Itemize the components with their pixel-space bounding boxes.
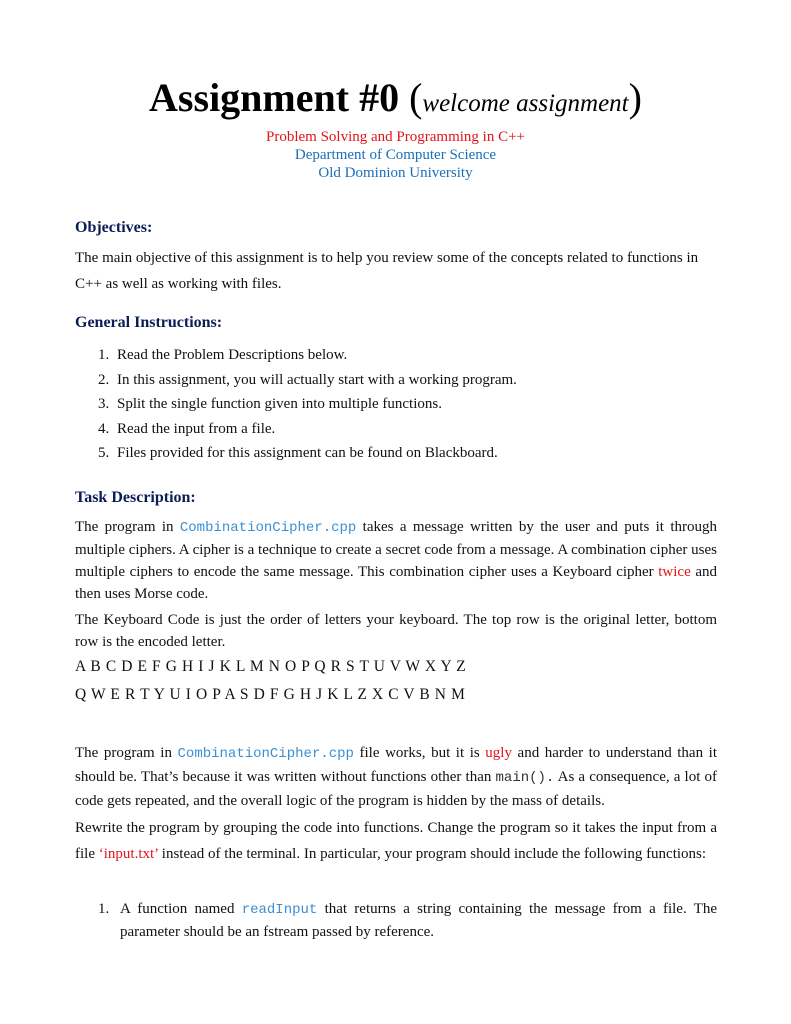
list-item-number: 4. (98, 420, 110, 437)
text-run: The program in (75, 745, 178, 761)
general-instructions-heading: General Instructions: (75, 314, 223, 331)
keyboard-row-original: A B C D E F G H I J K L M N O P Q R S T U V W X Y Z (75, 658, 467, 675)
list-item (98, 343, 517, 368)
list-item-text: Read the input from a file. (117, 420, 276, 437)
list-item (98, 417, 517, 442)
function-list-item (98, 898, 717, 943)
list-item (98, 392, 517, 417)
task-paragraph-1 (75, 516, 717, 605)
filename-code: CombinationCipher.cpp (177, 746, 354, 762)
text-run: that returns a string containing the message from a file. The parameter should be an fstream passed by reference. (120, 901, 717, 940)
text-run: takes a message written by the user and puts it through multiple ciphers. A cipher is a technique to create a secret code from a message. A combination cipher uses multiple ciphers to encode the same message. This combination cipher uses a Keyboard cipher (75, 519, 717, 580)
input-filename-highlight: ‘input.txt’ (98, 846, 159, 862)
text-run: instead of the terminal. In particular, your program should include the following functions: (158, 846, 707, 862)
task-paragraph-3 (75, 742, 717, 813)
main-function-code: main(). (495, 770, 555, 786)
text-run: Rewrite the program by grouping the code into functions. Change the program so it takes the input from a file (75, 820, 717, 862)
list-item (98, 441, 517, 466)
course-name: Problem Solving and Programming in C++ (266, 129, 525, 145)
objectives-heading: Objectives: (75, 219, 153, 236)
list-item-text (120, 898, 717, 943)
objectives-line-2: C++ as well as working with files. (75, 276, 282, 292)
function-name-code: readInput (241, 902, 318, 918)
filename-code: CombinationCipher.cpp (179, 520, 357, 536)
list-item-number: 1. (98, 347, 110, 363)
task-paragraph-2: The Keyboard Code is just the order of letters your keyboard. The top row is the original letter, bottom row is the encoded letter. (75, 612, 717, 650)
title-main: Assignment #0 (149, 75, 400, 120)
objectives-line-1: The main objective of this assignment is to help you review some of the concepts related to functions in (75, 250, 699, 266)
list-item-text: Read the Problem Descriptions below. (117, 347, 348, 363)
task-description-heading: Task Description: (75, 489, 196, 506)
highlight-twice: twice (658, 564, 691, 580)
list-item-text: Split the single function given into multiple functions. (117, 396, 442, 412)
objectives-paragraph (75, 245, 717, 297)
title-paren-close: ) (628, 75, 642, 120)
text-run: and then uses Morse code. (75, 564, 717, 602)
text-run: The program in (75, 519, 180, 535)
text-run: and harder to understand than it should be. That’s because it was written without functions other than (75, 745, 717, 785)
list-item-text: In this assignment, you will actually start with a working program. (117, 371, 517, 388)
list-item-text: Files provided for this assignment can be found on Blackboard. (117, 445, 498, 461)
department-name: Department of Computer Science (294, 147, 497, 163)
list-item-number: 2. (98, 371, 110, 388)
keyboard-row-encoded: Q W E R T Y U I O P A S D F G H J K L Z X C V B N M (75, 686, 466, 703)
title-subtitle: welcome assignment (422, 90, 629, 117)
text-run: file works, but it is (353, 745, 486, 761)
task-paragraph-4 (75, 815, 717, 867)
highlight-ugly: ugly (485, 745, 512, 761)
list-item-number: 5. (98, 445, 110, 461)
text-run: A function named (120, 901, 242, 917)
list-item-number: 1. (98, 901, 110, 917)
text-run: As a consequence, a lot of code gets repeated, and the overall logic of the program is hidden by the mass of details. (75, 769, 717, 809)
list-item-number: 3. (98, 396, 110, 412)
document-title (0, 74, 791, 128)
university-name: Old Dominion University (318, 165, 473, 181)
instructions-list (98, 343, 517, 466)
list-item (98, 368, 517, 393)
title-paren-open: ( (409, 75, 423, 120)
